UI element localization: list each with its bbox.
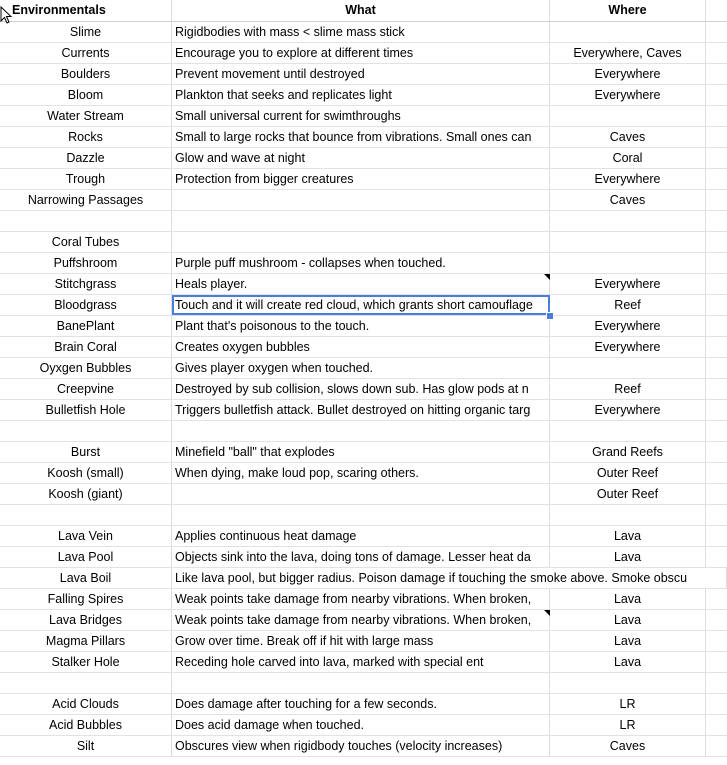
cell-name[interactable]: Burst (0, 442, 172, 462)
table-row (0, 631, 727, 652)
cell-name[interactable]: Dazzle (0, 148, 172, 168)
cell-where[interactable] (550, 253, 706, 273)
cell-what[interactable]: When dying, make loud pop, scaring others. (172, 463, 550, 483)
table-row (0, 484, 727, 505)
table-row (0, 610, 727, 631)
cell-empty[interactable] (706, 232, 727, 252)
cell-what[interactable]: Encourage you to explore at different times (172, 43, 550, 63)
cell-name[interactable]: Coral Tubes (0, 232, 172, 252)
cell-where[interactable] (550, 211, 706, 231)
cell-name[interactable]: Lava Bridges (0, 610, 172, 630)
cell-name[interactable] (0, 211, 172, 231)
cell-empty[interactable] (706, 169, 727, 189)
cell-empty[interactable] (706, 358, 727, 378)
table-row (0, 379, 727, 400)
cell-where[interactable]: LR (550, 715, 706, 735)
cell-name[interactable]: Creepvine (0, 379, 172, 399)
cell-empty[interactable] (706, 274, 727, 294)
cell-where[interactable]: Caves (550, 190, 706, 210)
cell-where[interactable] (550, 358, 706, 378)
cell-empty[interactable] (706, 463, 727, 483)
cell-name[interactable]: Puffshroom (0, 253, 172, 273)
cell-where[interactable]: LR (550, 694, 706, 714)
cell-what[interactable]: Applies continuous heat damage (172, 526, 550, 546)
cell-empty[interactable] (706, 337, 727, 357)
cell-what[interactable]: Small to large rocks that bounce from vibrations. Small ones can (172, 127, 550, 147)
cell-name[interactable]: Bloom (0, 85, 172, 105)
cell-name[interactable]: Bloodgrass (0, 295, 172, 315)
cell-empty[interactable] (706, 127, 727, 147)
table-row (0, 673, 727, 694)
cell-what[interactable]: Grow over time. Break off if hit with large mass (172, 631, 550, 651)
cell-name[interactable]: Slime (0, 22, 172, 42)
cell-name[interactable]: Currents (0, 43, 172, 63)
cell-empty[interactable] (706, 526, 727, 546)
cell-name[interactable]: Acid Bubbles (0, 715, 172, 735)
table-row (0, 400, 727, 421)
cell-empty[interactable] (706, 85, 727, 105)
cell-what[interactable] (172, 421, 550, 441)
table-row (0, 736, 727, 757)
table-row (0, 148, 727, 169)
table-row (0, 505, 727, 526)
cell-what[interactable] (172, 673, 550, 693)
cell-name[interactable]: Bulletfish Hole (0, 400, 172, 420)
header-row (0, 0, 727, 22)
cell-where[interactable]: Lava (550, 652, 706, 672)
cell-where[interactable] (550, 673, 706, 693)
cell-where[interactable]: Everywhere (550, 316, 706, 336)
table-row (0, 568, 727, 589)
cell-where[interactable]: Everywhere, Caves (550, 43, 706, 63)
cell-what[interactable]: Plankton that seeks and replicates light (172, 85, 550, 105)
cell-empty[interactable] (706, 316, 727, 336)
table-row (0, 358, 727, 379)
table-row (0, 274, 727, 295)
cell-name[interactable]: BanePlant (0, 316, 172, 336)
cell-what[interactable]: Protection from bigger creatures (172, 169, 550, 189)
table-row (0, 715, 727, 736)
fill-handle-icon[interactable] (546, 312, 554, 320)
cell-where[interactable]: Grand Reefs (550, 442, 706, 462)
cell-empty[interactable] (706, 43, 727, 63)
cell-name[interactable]: Falling Spires (0, 589, 172, 609)
cell-what[interactable]: Glow and wave at night (172, 148, 550, 168)
cell-where[interactable]: Reef (550, 379, 706, 399)
cell-what[interactable]: Creates oxygen bubbles (172, 337, 550, 357)
cell-what[interactable]: Receding hole carved into lava, marked with special ent (172, 652, 550, 672)
cell-what[interactable]: Touch and it will create red cloud, which grants short camouflage (172, 295, 550, 315)
cell-what[interactable]: Gives player oxygen when touched. (172, 358, 550, 378)
column-header-empty[interactable] (706, 0, 727, 21)
cell-empty[interactable] (706, 547, 727, 567)
table-row (0, 547, 727, 568)
cell-where[interactable]: Everywhere (550, 64, 706, 84)
cell-what[interactable] (172, 190, 550, 210)
cell-name[interactable]: Koosh (small) (0, 463, 172, 483)
column-header-what[interactable]: What (172, 0, 550, 21)
cell-empty[interactable] (706, 631, 727, 651)
cell-name[interactable]: Lava Vein (0, 526, 172, 546)
cell-where[interactable]: Reef (550, 295, 706, 315)
cell-empty[interactable] (706, 421, 727, 441)
cell-where[interactable] (550, 421, 706, 441)
cell-name[interactable]: Water Stream (0, 106, 172, 126)
comment-marker-icon[interactable] (544, 610, 550, 616)
cell-name[interactable] (0, 505, 172, 525)
cell-where[interactable]: Everywhere (550, 400, 706, 420)
cell-name[interactable]: Magma Pillars (0, 631, 172, 651)
table-row (0, 127, 727, 148)
cell-where[interactable]: Everywhere (550, 337, 706, 357)
cell-empty[interactable] (706, 442, 727, 462)
cell-where[interactable]: Lava (550, 610, 706, 630)
cell-name[interactable]: Brain Coral (0, 337, 172, 357)
cell-where[interactable] (550, 22, 706, 42)
cell-empty[interactable] (706, 694, 727, 714)
cell-name[interactable] (0, 673, 172, 693)
cell-what[interactable] (172, 505, 550, 525)
table-row (0, 106, 727, 127)
cell-name[interactable]: Acid Clouds (0, 694, 172, 714)
table-row (0, 463, 727, 484)
cell-what[interactable]: Heals player. (172, 274, 550, 294)
table-row (0, 211, 727, 232)
cell-name[interactable]: Silt (0, 736, 172, 756)
cell-what[interactable] (172, 484, 550, 504)
table-row (0, 43, 727, 64)
cell-name[interactable]: Rocks (0, 127, 172, 147)
column-header-environmentals[interactable]: Environmentals (0, 0, 172, 21)
cell-name[interactable]: Oyxgen Bubbles (0, 358, 172, 378)
cell-empty[interactable] (706, 106, 727, 126)
table-row (0, 316, 727, 337)
cell-what[interactable]: Like lava pool, but bigger radius. Poison damage if touching the smoke above. Smoke obscu (172, 568, 727, 588)
cell-empty[interactable] (706, 379, 727, 399)
cell-where[interactable]: Outer Reef (550, 463, 706, 483)
table-row (0, 85, 727, 106)
cell-where[interactable]: Lava (550, 589, 706, 609)
cell-name[interactable]: Lava Boil (0, 568, 172, 588)
cell-name[interactable]: Lava Pool (0, 547, 172, 567)
table-row (0, 190, 727, 211)
cell-empty[interactable] (706, 211, 727, 231)
table-row (0, 694, 727, 715)
table-row (0, 253, 727, 274)
cell-where[interactable]: Coral (550, 148, 706, 168)
cell-empty[interactable] (706, 715, 727, 735)
cell-empty[interactable] (706, 736, 727, 756)
cell-what[interactable] (172, 211, 550, 231)
cell-name[interactable] (0, 421, 172, 441)
cell-what[interactable]: Triggers bulletfish attack. Bullet destroyed on hitting organic targ (172, 400, 550, 420)
cell-name[interactable]: Koosh (giant) (0, 484, 172, 504)
cell-empty[interactable] (706, 505, 727, 525)
cell-what[interactable]: Minefield "ball" that explodes (172, 442, 550, 462)
cell-empty[interactable] (706, 22, 727, 42)
cell-empty[interactable] (706, 589, 727, 609)
cell-where[interactable]: Caves (550, 736, 706, 756)
table-row (0, 295, 727, 316)
column-header-where[interactable]: Where (550, 0, 706, 21)
cell-where[interactable]: Everywhere (550, 85, 706, 105)
table-row (0, 22, 727, 43)
cell-what[interactable] (172, 232, 550, 252)
cell-what[interactable]: Does acid damage when touched. (172, 715, 550, 735)
table-row (0, 169, 727, 190)
cell-where[interactable]: Everywhere (550, 274, 706, 294)
cell-what[interactable]: Plant that's poisonous to the touch. (172, 316, 550, 336)
table-row (0, 652, 727, 673)
cell-what[interactable]: Purple puff mushroom - collapses when touched. (172, 253, 550, 273)
cell-where[interactable] (550, 505, 706, 525)
cell-what[interactable]: Objects sink into the lava, doing tons of damage. Lesser heat da (172, 547, 550, 567)
cell-empty[interactable] (706, 64, 727, 84)
cell-empty[interactable] (706, 673, 727, 693)
cell-empty[interactable] (706, 652, 727, 672)
cell-empty[interactable] (706, 295, 727, 315)
table-row (0, 589, 727, 610)
cell-name[interactable]: Narrowing Passages (0, 190, 172, 210)
cell-where[interactable]: Lava (550, 631, 706, 651)
table-row (0, 442, 727, 463)
cell-what[interactable]: Weak points take damage from nearby vibrations. When broken, (172, 610, 550, 630)
cell-name[interactable]: Stitchgrass (0, 274, 172, 294)
cell-where[interactable]: Lava (550, 526, 706, 546)
cell-what[interactable]: Does damage after touching for a few seconds. (172, 694, 550, 714)
cell-name[interactable]: Trough (0, 169, 172, 189)
table-row (0, 64, 727, 85)
cell-empty[interactable] (706, 190, 727, 210)
cell-what[interactable]: Weak points take damage from nearby vibrations. When broken, (172, 589, 550, 609)
table-row (0, 526, 727, 547)
cell-where[interactable] (550, 232, 706, 252)
cell-what[interactable]: Rigidbodies with mass < slime mass stick (172, 22, 550, 42)
cell-where[interactable]: Caves (550, 127, 706, 147)
mouse-pointer-icon (0, 6, 14, 26)
cell-empty[interactable] (706, 400, 727, 420)
cell-what[interactable]: Prevent movement until destroyed (172, 64, 550, 84)
cell-what[interactable]: Destroyed by sub collision, slows down sub. Has glow pods at n (172, 379, 550, 399)
comment-marker-icon[interactable] (544, 274, 550, 280)
cell-where[interactable]: Outer Reef (550, 484, 706, 504)
cell-what[interactable]: Obscures view when rigidbody touches (velocity increases) (172, 736, 550, 756)
cell-empty[interactable] (706, 253, 727, 273)
cell-empty[interactable] (706, 484, 727, 504)
table-row (0, 337, 727, 358)
cell-name[interactable]: Boulders (0, 64, 172, 84)
cell-empty[interactable] (706, 148, 727, 168)
cell-empty[interactable] (706, 610, 727, 630)
table-row (0, 232, 727, 253)
cell-what[interactable]: Small universal current for swimthroughs (172, 106, 550, 126)
cell-where[interactable]: Everywhere (550, 169, 706, 189)
cell-where[interactable]: Lava (550, 547, 706, 567)
table-row (0, 421, 727, 442)
cell-name[interactable]: Stalker Hole (0, 652, 172, 672)
cell-where[interactable] (550, 106, 706, 126)
